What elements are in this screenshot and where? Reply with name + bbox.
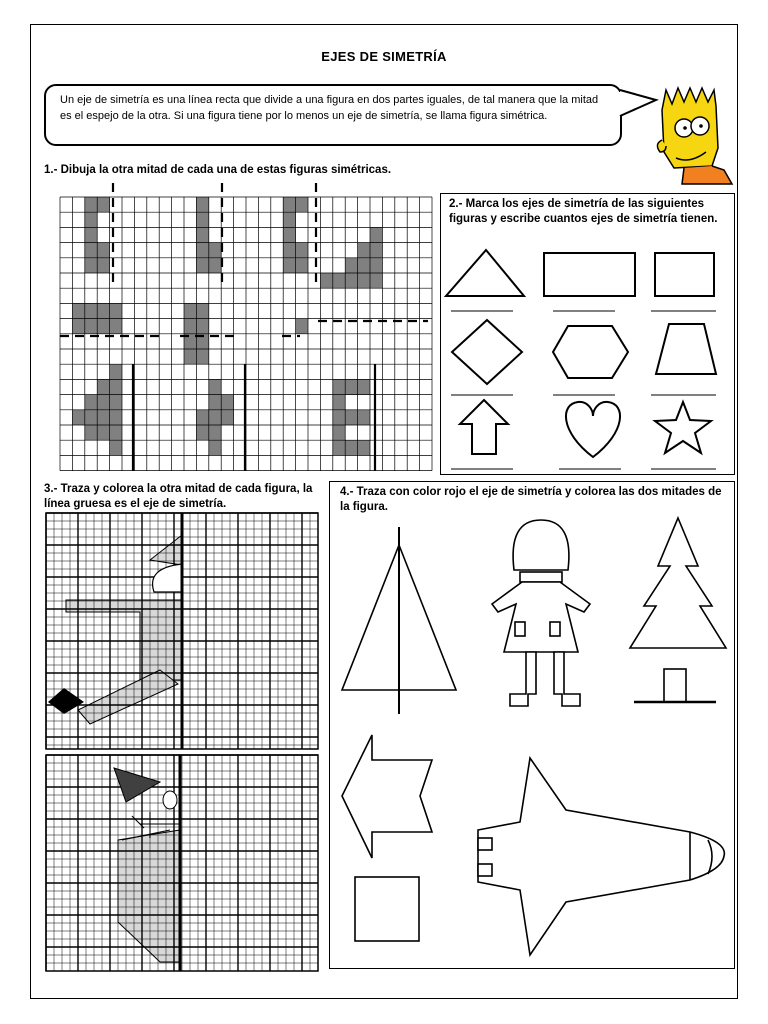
- page-title: EJES DE SIMETRÍA: [321, 49, 447, 64]
- tree-figure: [630, 518, 726, 702]
- space-shuttle-figure: [478, 758, 724, 955]
- section-4-heading: 4.- Traza con color rojo el eje de simetría y colorea las dos mitades de la figura.: [340, 486, 722, 513]
- girl-figure: [492, 520, 590, 706]
- square-figure: [355, 877, 419, 941]
- section-1-heading: 1.- Dibuja la otra mitad de cada una de estas figuras simétricas.: [44, 164, 392, 176]
- section-2-heading: 2.- Marca los ejes de simetría de las siguientes figuras y escribe cuantos ejes de simetría tienen.: [449, 198, 718, 225]
- arrow-figure: [342, 735, 432, 858]
- section-3-heading: 3.- Traza y colorea la otra mitad de cada figura, la línea gruesa es el eje de simetría.: [44, 483, 313, 510]
- intro-text: Un eje de simetría es una línea recta que divide a una figura en dos partes iguales, de tal manera que la mitad es el espejo de la otra. Si una figura tiene por lo menos un eje de simetría, se llama figura simétrica.: [60, 94, 599, 122]
